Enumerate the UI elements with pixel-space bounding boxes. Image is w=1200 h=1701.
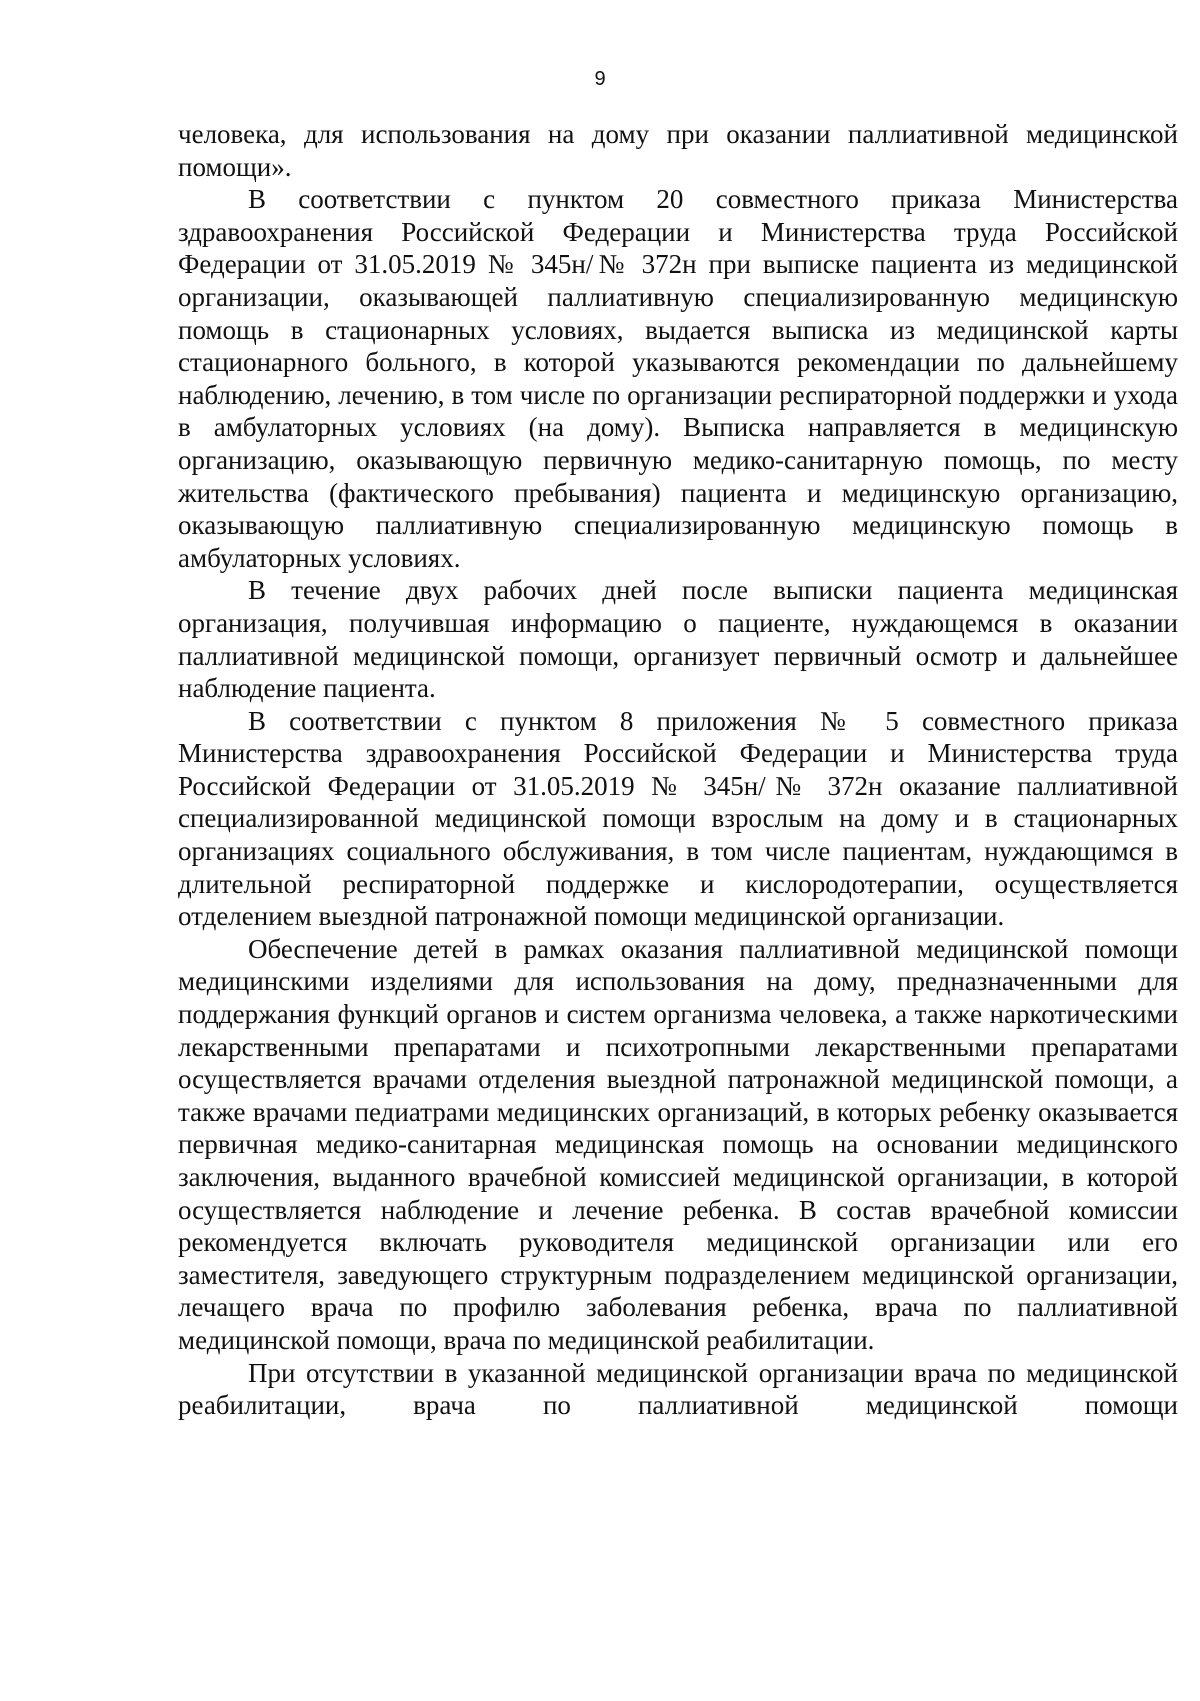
paragraph-home-care: В соответствии с пунктом 8 приложения № 5 совместного приказа Министерства здравоохранения Российской Федерации и Министерства труда Российской Федерации от 31.05.2019 № 345н/№ 372н оказание паллиативной специализированной медицинской помощи взрослым на дому и в стационарных организациях социального обслуживания, в том числе пациентам, нуждающимся в длительной респираторной поддержке и кислородотерапии, осуществляется отделением выездной патронажной помощи медицинской организации. bbox=[178, 705, 1178, 932]
page-number: 9 bbox=[594, 68, 606, 90]
paragraph-continuation: человека, для использования на дому при оказании паллиативной медицинской помощи». bbox=[178, 119, 1178, 182]
paragraph-discharge-extract: В соответствии с пунктом 20 совместного приказа Министерства здравоохранения Российской Федерации и Министерства труда Российской Федерации от 31.05.2019 № 345н/№ 372н при выписке пациента из медицинской организации, оказывающей паллиативную специализированную медицинскую помощь в стационарных условиях, выдается выписка из медицинской карты стационарного больного, в которой указываются рекомендации по дальнейшему наблюдению, лечению, в том числе по организации респираторной поддержки и ухода в амбулаторных условиях (на дому). Выписка направляется в медицинскую организацию, оказывающую первичную медико-санитарную помощь, по месту жительства (фактического пребывания) пациента и медицинскую организацию, оказывающую паллиативную специализированную медицинскую помощь в амбулаторных условиях. bbox=[178, 184, 1178, 573]
paragraph-initial-examination: В течение двух рабочих дней после выписки пациента медицинская организация, получившая информацию о пациенте, нуждающемся в оказании паллиативной медицинской помощи, организует первичный осмотр и дальнейшее наблюдение пациента. bbox=[178, 575, 1178, 704]
paragraph-children-supply: Обеспечение детей в рамках оказания паллиативной медицинской помощи медицинскими изделиями для использования на дому, предназначенными для поддержания функций органов и систем организма человека, а также наркотическими лекарственными препаратами и психотропными лекарственными препаратами осуществляется врачами отделения выездной патронажной медицинской помощи, а также врачами педиатрами медицинских организаций, в которых ребенку оказывается первичная медико-санитарная медицинская помощь на основании медицинского заключения, выданного врачебной комиссией медицинской организации, в которой осуществляется наблюдение и лечение ребенка. В состав врачебной комиссии рекомендуется включать руководителя медицинской организации или его заместителя, заведующего структурным подразделением медицинской организации, лечащего врача по профилю заболевания ребенка, врача по паллиативной медицинской помощи, врача по медицинской реабилитации. bbox=[178, 933, 1178, 1355]
paragraph-absence-of-doctor: При отсутствии в указанной медицинской организации врача по медицинской реабилитации, врача по паллиативной медицинской помощи bbox=[178, 1357, 1178, 1421]
document-body bbox=[178, 118, 1178, 1422]
